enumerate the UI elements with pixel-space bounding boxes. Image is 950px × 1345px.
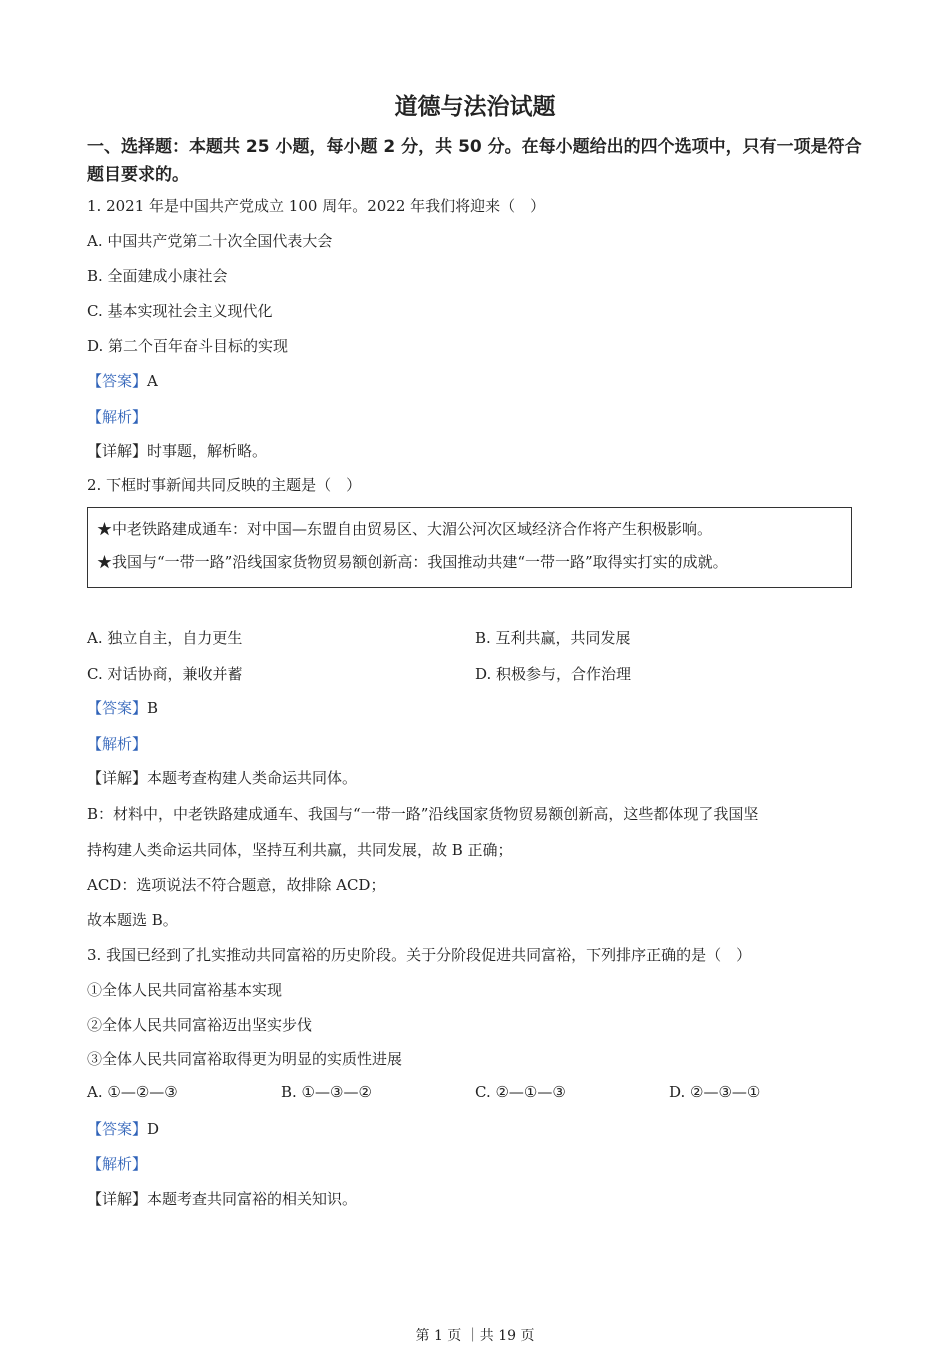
detail-label: 【详解】 — [87, 1190, 148, 1208]
question-3-option-d: D. ②—③—① — [669, 1083, 761, 1101]
explanation-line: ACD：选项说法不符合题意，故排除 ACD； — [87, 876, 386, 894]
page-title: 道德与法治试题 — [394, 94, 556, 120]
question-1-stem: 1. 2021 年是中国共产党成立 100 周年。2022 年我们将迎来（ ） — [87, 197, 546, 215]
question-2-option-c: C. 对话协商，兼收并蓄 — [87, 665, 243, 683]
question-2-answer — [87, 697, 158, 718]
detail-label: 【详解】 — [87, 442, 148, 460]
answer-value: D — [147, 1120, 160, 1138]
question-2-detail — [87, 767, 357, 788]
question-1-option-b: B. 全面建成小康社会 — [87, 267, 228, 285]
detail-text: 时事题，解析略。 — [147, 442, 268, 460]
answer-label: 【答案】 — [87, 1120, 148, 1138]
news-box — [87, 507, 852, 588]
question-1-analysis — [87, 406, 147, 427]
question-3-stem: 3. 我国已经到了扎实推动共同富裕的历史阶段。关于分阶段促进共同富裕，下列排序正确的是（ ） — [87, 946, 752, 964]
explanation-line: 故本题选 B。 — [87, 911, 178, 929]
detail-label: 【详解】 — [87, 769, 148, 787]
question-3-option-b: B. ①—③—② — [281, 1083, 372, 1101]
question-3-analysis — [87, 1153, 147, 1174]
news-item: ★我国与“一带一路”沿线国家货物贸易额创新高：我国推动共建“一带一路”取得实打实的成就。 — [97, 553, 728, 571]
question-3-item-2: ②全体人民共同富裕迈出坚实步伐 — [87, 1016, 313, 1034]
news-item: ★中老铁路建成通车：对中国—东盟自由贸易区、大湄公河次区域经济合作将产生积极影响。 — [97, 520, 713, 538]
question-3-option-c: C. ②—①—③ — [475, 1083, 566, 1101]
question-2-option-d: D. 积极参与，合作治理 — [475, 665, 632, 683]
page-footer: 第 1 页 ｜共 19 页 — [415, 1328, 535, 1344]
question-1-option-d: D. 第二个百年奋斗目标的实现 — [87, 337, 289, 355]
explanation-line: B：材料中，中老铁路建成通车、我国与“一带一路”沿线国家货物贸易额创新高，这些都体现了我国坚 — [87, 805, 759, 823]
section-heading: 一、选择题：本题共 25 小题，每小题 2 分，共 50 分。在每小题给出的四个选项中，只有一项是符合题目要求的。 — [87, 137, 862, 185]
question-3-item-1: ①全体人民共同富裕基本实现 — [87, 981, 283, 999]
question-3-item-3: ③全体人民共同富裕取得更为明显的实质性进展 — [87, 1050, 403, 1068]
answer-value: A — [147, 372, 158, 390]
question-1-detail — [87, 440, 267, 461]
analysis-label: 【解析】 — [87, 735, 148, 753]
question-1-option-a: A. 中国共产党第二十次全国代表大会 — [87, 232, 333, 250]
answer-value: B — [147, 699, 159, 717]
question-2-option-a: A. 独立自主，自力更生 — [87, 629, 243, 647]
question-3-answer — [87, 1118, 159, 1139]
question-3-detail — [87, 1188, 357, 1209]
question-1-option-c: C. 基本实现社会主义现代化 — [87, 302, 273, 320]
question-2-stem: 2. 下框时事新闻共同反映的主题是（ ） — [87, 476, 362, 494]
answer-label: 【答案】 — [87, 699, 148, 717]
question-3-option-a: A. ①—②—③ — [87, 1083, 178, 1101]
question-1-answer — [87, 370, 158, 391]
answer-label: 【答案】 — [87, 372, 148, 390]
analysis-label: 【解析】 — [87, 1155, 148, 1173]
detail-text: 本题考查构建人类命运共同体。 — [147, 769, 358, 787]
analysis-label: 【解析】 — [87, 408, 148, 426]
explanation-line: 持构建人类命运共同体，坚持互利共赢，共同发展，故 B 正确； — [87, 841, 513, 859]
question-2-analysis — [87, 733, 147, 754]
question-2-option-b: B. 互利共赢，共同发展 — [475, 629, 631, 647]
detail-text: 本题考查共同富裕的相关知识。 — [147, 1190, 358, 1208]
